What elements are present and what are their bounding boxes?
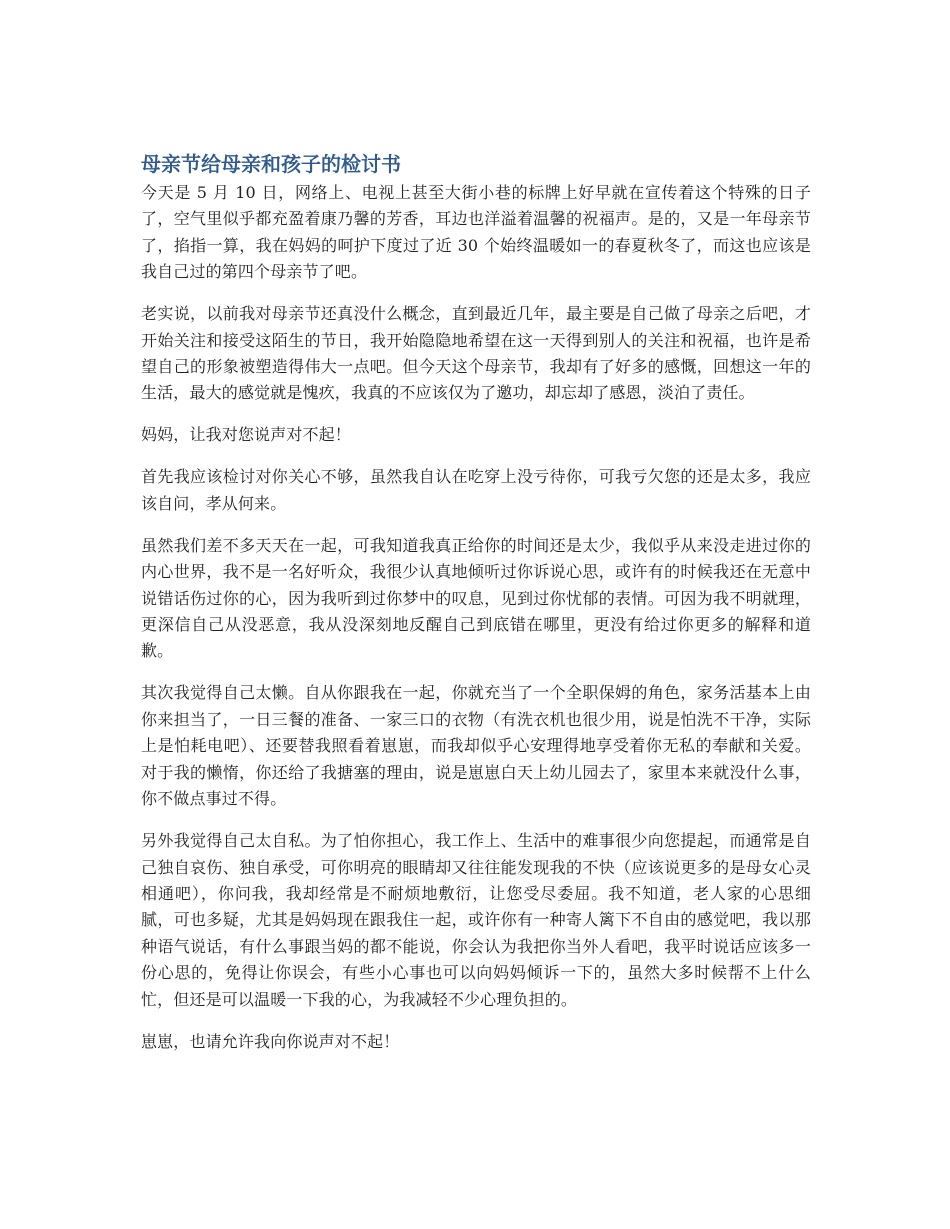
document-body <box>141 150 811 1071</box>
paragraph: 今天是 5 月 10 日，网络上、电视上甚至大街小巷的标牌上好早就在宣传着这个特殊的日子了，空气里似乎都充盈着康乃馨的芳香，耳边也洋溢着温馨的祝福声。是的，又是一年母亲节了，掐指一算，我在妈妈的呵护下度过了近 30 个始终温暖如一的春夏秋冬了，而这也应该是我自己过的第四个母亲节了吧。 <box>141 183 811 282</box>
paragraph: 老实说，以前我对母亲节还真没什么概念，直到最近几年，最主要是自己做了母亲之后吧，才开始关注和接受这陌生的节日，我开始隐隐地希望在这一天得到别人的关注和祝福，也许是希望自己的形象被塑造得伟大一点吧。但今天这个母亲节，我却有了好多的感慨，回想这一年的生活，最大的感觉就是愧疚，我真的不应该仅为了邀功，却忘却了感恩，淡泊了责任。 <box>141 304 811 403</box>
paragraph: 首先我应该检讨对你关心不够，虽然我自认在吃穿上没亏待你，可我亏欠您的还是太多，我应该自问，孝从何来。 <box>141 467 811 513</box>
paragraph: 虽然我们差不多天天在一起，可我知道我真正给你的时间还是太少，我似乎从来没走进过你的内心世界，我不是一名好听众，我很少认真地倾听过你诉说心思，或许有的时候我还在无意中说错话伤过你的心，因为我听到过你梦中的叹息，见到过你忧郁的表情。可因为我不明就理，更深信自己从没恶意，我从没深刻地反醒自己到底错在哪里，更没有给过你更多的解释和道歉。 <box>141 535 811 661</box>
paragraph: 妈妈，让我对您说声对不起！ <box>141 425 351 445</box>
paragraph: 崽崽，也请允许我向你说声对不起！ <box>141 1031 400 1051</box>
document-title: 母亲节给母亲和孩子的检讨书 <box>141 152 401 176</box>
paragraph: 其次我觉得自己太懒。自从你跟我在一起，你就充当了一个全职保姆的角色，家务活基本上由你来担当了，一日三餐的准备、一家三口的衣物（有洗衣机也很少用，说是怕洗不干净，实际上是怕耗电吧）、还要替我照看着崽崽，而我却似乎心安理得地享受着你无私的奉献和关爱。对于我的懒惰，你还给了我搪塞的理由，说是崽崽白天上幼儿园去了，家里本来就没什么事，你不做点事过不得。 <box>141 683 811 809</box>
paragraph: 另外我觉得自己太自私。为了怕你担心，我工作上、生活中的难事很少向您提起，而通常是自己独自哀伤、独自承受，可你明亮的眼睛却又往往能发现我的不快（应该说更多的是母女心灵相通吧），你问我，我却经常是不耐烦地敷衍，让您受尽委屈。我不知道，老人家的心思细腻，可也多疑，尤其是妈妈现在跟我住一起，或许你有一种寄人篱下不自由的感觉吧，我以那种语气说话，有什么事跟当妈的都不能说，你会认为我把你当外人看吧，我平时说话应该多一份心思的，免得让你误会，有些小心事也可以向妈妈倾诉一下的，虽然大多时候帮不上什么忙，但还是可以温暖一下我的心，为我减轻不少心理负担的。 <box>141 831 811 1009</box>
